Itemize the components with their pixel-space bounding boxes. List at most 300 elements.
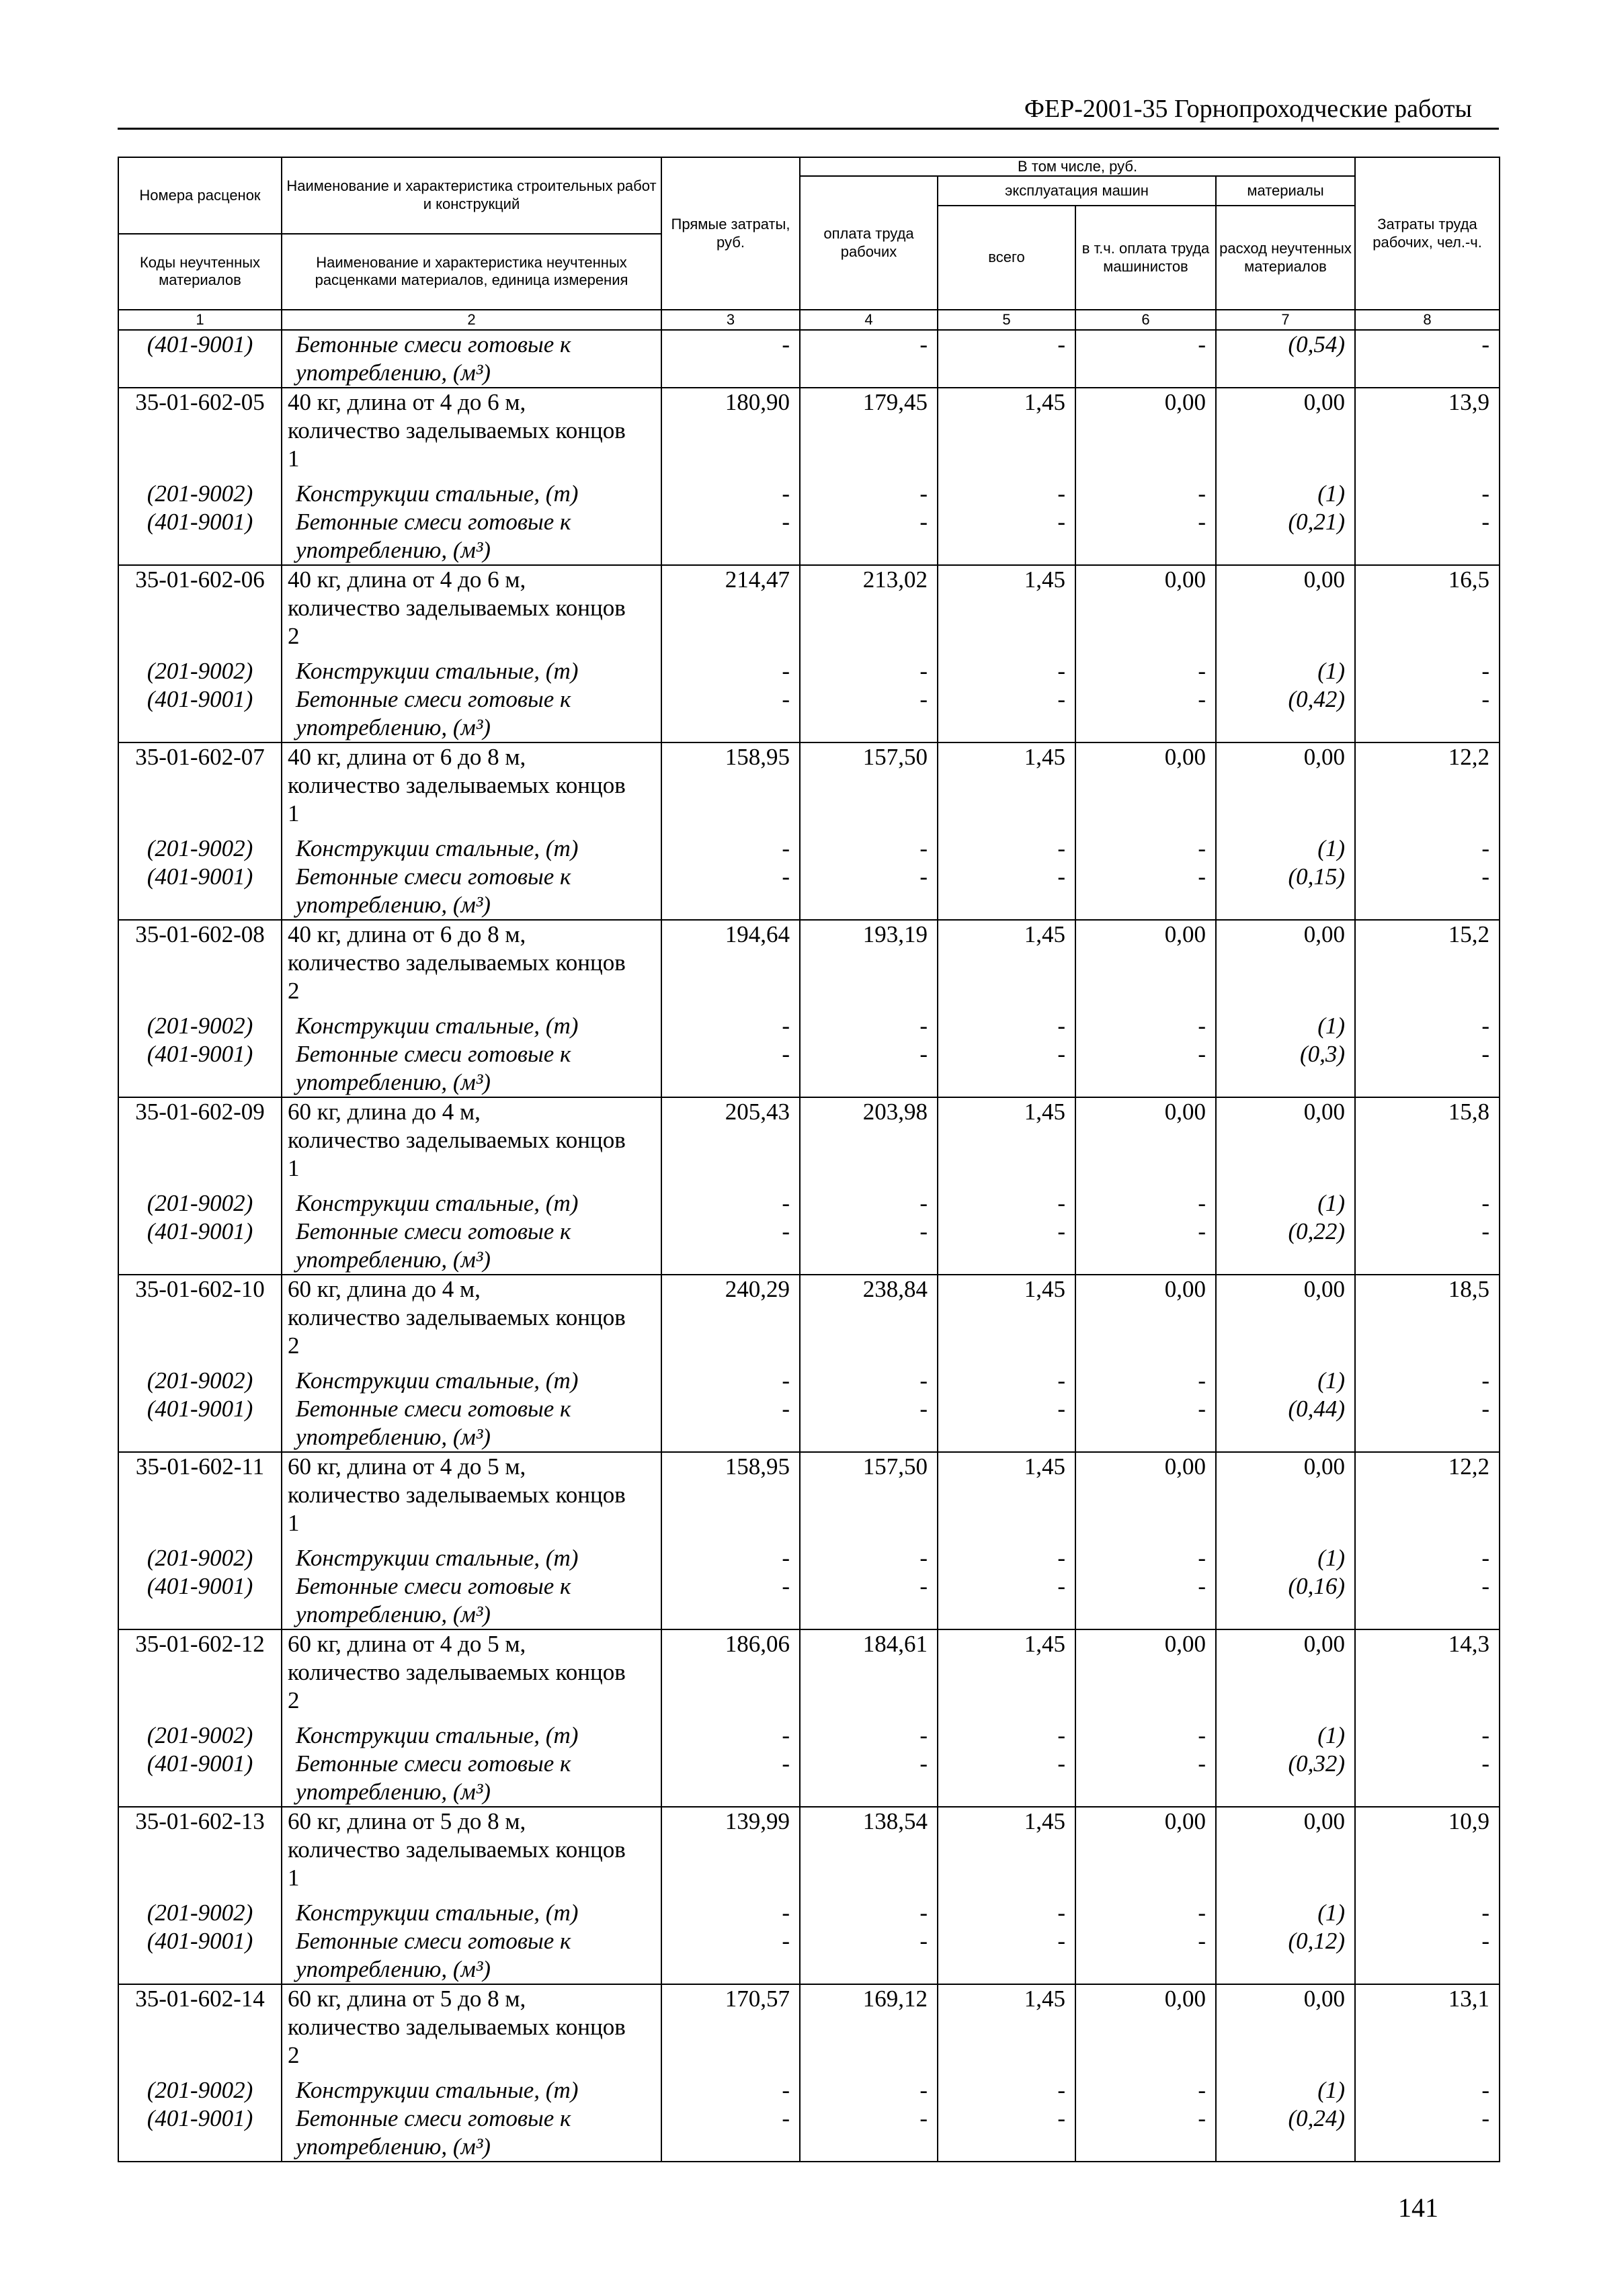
rate-row: [118, 920, 1500, 949]
material-code: (201-9002): [118, 1537, 282, 1572]
machinist-pay: -: [1075, 863, 1216, 891]
direct-cost: 180,90: [661, 388, 800, 417]
machinist-pay: -: [1075, 1715, 1216, 1750]
material-cost: 0,00: [1216, 1097, 1355, 1126]
machine-total: 1,45: [938, 1275, 1075, 1304]
machinist-pay: 0,00: [1075, 565, 1216, 594]
material-row-cont: [118, 1955, 1500, 1984]
labor-pay: -: [800, 1005, 938, 1040]
machine-total: -: [938, 1537, 1075, 1572]
machine-total: -: [938, 1218, 1075, 1246]
rate-code: 35-01-602-12: [118, 1629, 282, 1658]
material-row-steel: [118, 828, 1500, 863]
labor-pay: -: [800, 2104, 938, 2133]
header-rule: [118, 128, 1499, 130]
col-number: 4: [800, 310, 938, 330]
col-number: 6: [1075, 310, 1216, 330]
material-code: (401-9001): [118, 1750, 282, 1778]
table-header: [118, 157, 1500, 330]
machinist-pay: -: [1075, 1218, 1216, 1246]
machinist-pay: -: [1075, 473, 1216, 508]
rate-code: 35-01-602-05: [118, 388, 282, 417]
material-code: (201-9002): [118, 1005, 282, 1040]
rate-name: 40 кг, длина от 4 до 6 м,: [282, 388, 661, 417]
material-name: Конструкции стальные, (т): [282, 650, 661, 685]
material-qty: (0,42): [1216, 685, 1355, 714]
labor-hours: -: [1355, 1537, 1500, 1572]
rate-code: 35-01-602-09: [118, 1097, 282, 1126]
labor-hours: 16,5: [1355, 565, 1500, 594]
material-name: Бетонные смеси готовые к: [282, 1040, 661, 1068]
header-rate-numbers: Номера расценок: [139, 186, 261, 204]
machinist-pay: 0,00: [1075, 1097, 1216, 1126]
material-code: (201-9002): [118, 2070, 282, 2104]
labor-hours: -: [1355, 650, 1500, 685]
labor-hours: 18,5: [1355, 1275, 1500, 1304]
material-name-cont: употреблению, (м³): [282, 1778, 661, 1807]
machine-total: -: [938, 863, 1075, 891]
material-row-steel: [118, 1892, 1500, 1927]
material-name: Конструкции стальные, (т): [282, 1537, 661, 1572]
rate-group: [118, 1452, 1500, 1629]
material-cost: 0,00: [1216, 920, 1355, 949]
labor-pay: -: [800, 1572, 938, 1601]
rate-name: 40 кг, длина от 6 до 8 м,: [282, 920, 661, 949]
column-number-row: [118, 310, 1500, 330]
rate-name-cont: количество заделываемых концов: [282, 1304, 661, 1332]
rate-row: [118, 388, 1500, 417]
rate-row-cont: [118, 2041, 1500, 2070]
rate-group: [118, 1275, 1500, 1452]
material-name: Конструкции стальные, (т): [282, 1360, 661, 1395]
material-qty: (1): [1216, 1360, 1355, 1395]
labor-pay: -: [800, 1360, 938, 1395]
material-name: Бетонные смеси готовые к: [282, 508, 661, 536]
material-qty: (0,3): [1216, 1040, 1355, 1068]
labor-pay: -: [800, 863, 938, 891]
col-number: 7: [1216, 310, 1355, 330]
rate-name-cont: 2: [282, 977, 661, 1005]
labor-pay: -: [800, 1715, 938, 1750]
labor-pay: 157,50: [800, 1452, 938, 1481]
material-name-cont: употреблению, (м³): [282, 1601, 661, 1629]
machinist-pay: 0,00: [1075, 1629, 1216, 1658]
material-name: Бетонные смеси готовые к: [282, 863, 661, 891]
labor-pay: -: [800, 1927, 938, 1955]
page-header-title: ФЕР-2001-35 Горнопроходческие работы: [1024, 95, 1472, 123]
direct-cost: -: [661, 2104, 800, 2133]
rate-group: [118, 1629, 1500, 1807]
direct-cost: 158,95: [661, 1452, 800, 1481]
material-cost: 0,00: [1216, 388, 1355, 417]
labor-pay: 157,50: [800, 742, 938, 771]
material-name: Бетонные смеси готовые к: [282, 685, 661, 714]
labor-pay: -: [800, 2070, 938, 2104]
rate-name: 60 кг, длина от 5 до 8 м,: [282, 1984, 661, 2013]
material-qty: (0,32): [1216, 1750, 1355, 1778]
rate-code: 35-01-602-08: [118, 920, 282, 949]
material-row-concrete: [118, 1572, 1500, 1601]
material-row-concrete: [118, 863, 1500, 891]
machinist-pay: -: [1075, 1040, 1216, 1068]
material-name: Конструкции стальные, (т): [282, 1183, 661, 1218]
material-cost: 0,00: [1216, 742, 1355, 771]
material-qty: (1): [1216, 1715, 1355, 1750]
material-qty: (0,15): [1216, 863, 1355, 891]
labor-pay: -: [800, 1040, 938, 1068]
material-code: (401-9001): [118, 685, 282, 714]
machine-total: -: [938, 1892, 1075, 1927]
rate-name: 60 кг, длина до 4 м,: [282, 1097, 661, 1126]
labor-pay: -: [800, 1750, 938, 1778]
rate-name: 40 кг, длина от 4 до 6 м,: [282, 565, 661, 594]
labor-hours: -: [1355, 1360, 1500, 1395]
material-code: (201-9002): [118, 1360, 282, 1395]
header-unaccounted-codes: Коды неучтенных материалов: [119, 233, 281, 310]
direct-cost: -: [661, 1360, 800, 1395]
rate-code: 35-01-602-10: [118, 1275, 282, 1304]
direct-cost: -: [661, 650, 800, 685]
material-row-concrete: [118, 1395, 1500, 1423]
rate-row-cont: [118, 771, 1500, 800]
material-row-cont: [118, 1778, 1500, 1807]
machinist-pay: 0,00: [1075, 1452, 1216, 1481]
machine-total: -: [938, 508, 1075, 536]
labor-pay: -: [800, 508, 938, 536]
material-qty: (1): [1216, 828, 1355, 863]
labor-pay: 238,84: [800, 1275, 938, 1304]
rate-group: [118, 1097, 1500, 1275]
material-row-concrete: [118, 2104, 1500, 2133]
machine-total: 1,45: [938, 1984, 1075, 2013]
machinist-pay: -: [1075, 330, 1216, 359]
material-qty: (1): [1216, 473, 1355, 508]
machine-total: 1,45: [938, 920, 1075, 949]
header-including: В том числе, руб.: [800, 157, 1355, 176]
material-qty: (0,12): [1216, 1927, 1355, 1955]
col-number: 2: [282, 310, 661, 330]
material-code: (201-9002): [118, 1892, 282, 1927]
rate-name-cont: количество заделываемых концов: [282, 1126, 661, 1154]
rate-name-cont: количество заделываемых концов: [282, 949, 661, 977]
machinist-pay: 0,00: [1075, 1275, 1216, 1304]
machine-total: 1,45: [938, 388, 1075, 417]
machinist-pay: -: [1075, 1572, 1216, 1601]
header-total: всего: [938, 206, 1075, 310]
machinist-pay: -: [1075, 1360, 1216, 1395]
rate-row: [118, 1807, 1500, 1836]
header-machine-ops: эксплуатация машин: [938, 176, 1216, 206]
material-row-cont: [118, 2133, 1500, 2162]
material-qty: (0,54): [1216, 330, 1355, 359]
labor-hours: 13,1: [1355, 1984, 1500, 2013]
material-name-cont: употреблению, (м³): [282, 536, 661, 565]
direct-cost: -: [661, 1572, 800, 1601]
material-name: Бетонные смеси готовые к: [282, 330, 661, 359]
material-qty: (1): [1216, 2070, 1355, 2104]
labor-hours: -: [1355, 1005, 1500, 1040]
rate-row: [118, 1097, 1500, 1126]
machine-total: -: [938, 1360, 1075, 1395]
machinist-pay: -: [1075, 1183, 1216, 1218]
material-code: (401-9001): [118, 508, 282, 536]
material-row-steel: [118, 1537, 1500, 1572]
material-name-cont: употреблению, (м³): [282, 359, 661, 388]
machinist-pay: 0,00: [1075, 388, 1216, 417]
machine-total: -: [938, 1395, 1075, 1423]
material-row-steel: [118, 2070, 1500, 2104]
machine-total: -: [938, 1927, 1075, 1955]
machinist-pay: -: [1075, 1395, 1216, 1423]
labor-pay: 138,54: [800, 1807, 938, 1836]
rate-row-cont: [118, 622, 1500, 650]
direct-cost: -: [661, 1040, 800, 1068]
labor-hours: -: [1355, 2104, 1500, 2133]
material-name: Конструкции стальные, (т): [282, 2070, 661, 2104]
material-name-cont: употреблению, (м³): [282, 1246, 661, 1275]
direct-cost: -: [661, 508, 800, 536]
direct-cost: -: [661, 1892, 800, 1927]
material-code: (401-9001): [118, 330, 282, 359]
labor-hours: -: [1355, 1218, 1500, 1246]
rate-name-cont: количество заделываемых концов: [282, 771, 661, 800]
labor-pay: -: [800, 1537, 938, 1572]
material-qty: (1): [1216, 1183, 1355, 1218]
material-qty: (0,44): [1216, 1395, 1355, 1423]
material-row-cont: [118, 1423, 1500, 1452]
labor-pay: -: [800, 1395, 938, 1423]
material-name: Бетонные смеси готовые к: [282, 1218, 661, 1246]
rate-code: 35-01-602-13: [118, 1807, 282, 1836]
rate-name: 60 кг, длина от 5 до 8 м,: [282, 1807, 661, 1836]
material-name: Бетонные смеси готовые к: [282, 2104, 661, 2133]
material-cost: 0,00: [1216, 565, 1355, 594]
rate-group: [118, 742, 1500, 920]
machine-total: -: [938, 473, 1075, 508]
material-code: (201-9002): [118, 473, 282, 508]
col-number: 1: [118, 310, 282, 330]
header-labor-costs: Затраты труда рабочих, чел.-ч.: [1355, 157, 1500, 310]
machinist-pay: -: [1075, 1750, 1216, 1778]
direct-cost: -: [661, 1927, 800, 1955]
material-code: (401-9001): [118, 1395, 282, 1423]
rate-row-cont: [118, 417, 1500, 445]
labor-pay: -: [800, 685, 938, 714]
material-row-concrete: [118, 685, 1500, 714]
rate-row-cont: [118, 1864, 1500, 1892]
col-number: 5: [938, 310, 1075, 330]
rate-row-cont: [118, 1687, 1500, 1715]
material-row-steel: [118, 1183, 1500, 1218]
material-row-steel: [118, 1005, 1500, 1040]
material-code: (401-9001): [118, 1572, 282, 1601]
material-name-cont: употреблению, (м³): [282, 2133, 661, 2162]
direct-cost: -: [661, 2070, 800, 2104]
rate-row: [118, 565, 1500, 594]
header-work-name: Наименование и характеристика строительных работ и конструкций: [286, 177, 657, 212]
material-cost: 0,00: [1216, 1452, 1355, 1481]
direct-cost: 158,95: [661, 742, 800, 771]
rate-name-cont: 1: [282, 1509, 661, 1537]
direct-cost: 186,06: [661, 1629, 800, 1658]
header-labor-pay: оплата труда рабочих: [800, 176, 938, 310]
labor-hours: -: [1355, 1927, 1500, 1955]
labor-hours: -: [1355, 863, 1500, 891]
rate-code: 35-01-602-06: [118, 565, 282, 594]
rate-row-cont: [118, 977, 1500, 1005]
rate-name-cont: 1: [282, 800, 661, 828]
labor-pay: -: [800, 828, 938, 863]
machine-total: -: [938, 1750, 1075, 1778]
labor-hours: 10,9: [1355, 1807, 1500, 1836]
labor-hours: 14,3: [1355, 1629, 1500, 1658]
rate-row-cont: [118, 1154, 1500, 1183]
rate-name-cont: количество заделываемых концов: [282, 1481, 661, 1509]
header-unaccounted-consumption: расход неучтенных материалов: [1216, 206, 1355, 310]
rate-row-cont: [118, 800, 1500, 828]
direct-cost: 139,99: [661, 1807, 800, 1836]
labor-pay: 213,02: [800, 565, 938, 594]
direct-cost: 240,29: [661, 1275, 800, 1304]
labor-hours: 12,2: [1355, 1452, 1500, 1481]
machinist-pay: -: [1075, 2070, 1216, 2104]
direct-cost: 194,64: [661, 920, 800, 949]
labor-pay: -: [800, 473, 938, 508]
material-row-cont: [118, 359, 1500, 388]
rate-row-cont: [118, 1509, 1500, 1537]
material-code: (201-9002): [118, 1183, 282, 1218]
col-number: 3: [661, 310, 800, 330]
direct-cost: 214,47: [661, 565, 800, 594]
rate-name-cont: количество заделываемых концов: [282, 417, 661, 445]
direct-cost: -: [661, 828, 800, 863]
labor-hours: -: [1355, 685, 1500, 714]
machinist-pay: 0,00: [1075, 742, 1216, 771]
machine-total: -: [938, 1005, 1075, 1040]
machinist-pay: -: [1075, 1537, 1216, 1572]
labor-pay: 193,19: [800, 920, 938, 949]
col-number: 8: [1355, 310, 1500, 330]
direct-cost: -: [661, 863, 800, 891]
material-qty: (0,16): [1216, 1572, 1355, 1601]
material-qty: (1): [1216, 1005, 1355, 1040]
material-code: (401-9001): [118, 2104, 282, 2133]
machinist-pay: -: [1075, 828, 1216, 863]
machine-total: -: [938, 1040, 1075, 1068]
page-number: 141: [1398, 2193, 1438, 2223]
rate-row: [118, 1984, 1500, 2013]
rate-group: [118, 565, 1500, 742]
rate-row-cont: [118, 594, 1500, 622]
header-rate-codes: [118, 157, 282, 310]
labor-hours: -: [1355, 1572, 1500, 1601]
rate-code: 35-01-602-11: [118, 1452, 282, 1481]
material-name: Конструкции стальные, (т): [282, 1005, 661, 1040]
rate-row: [118, 1275, 1500, 1304]
rate-name-cont: количество заделываемых концов: [282, 1836, 661, 1864]
direct-cost: -: [661, 1183, 800, 1218]
rate-row-cont: [118, 1658, 1500, 1687]
rate-row-cont: [118, 1126, 1500, 1154]
labor-hours: -: [1355, 1183, 1500, 1218]
rate-row-cont: [118, 445, 1500, 473]
machine-total: 1,45: [938, 1452, 1075, 1481]
material-row-cont: [118, 714, 1500, 742]
machine-total: -: [938, 828, 1075, 863]
material-name: Конструкции стальные, (т): [282, 1892, 661, 1927]
labor-pay: 169,12: [800, 1984, 938, 2013]
machinist-pay: 0,00: [1075, 1807, 1216, 1836]
rate-name-cont: 2: [282, 2041, 661, 2070]
machine-total: -: [938, 1572, 1075, 1601]
machine-total: 1,45: [938, 742, 1075, 771]
material-name-cont: употреблению, (м³): [282, 1423, 661, 1452]
direct-cost: 170,57: [661, 1984, 800, 2013]
labor-pay: 179,45: [800, 388, 938, 417]
machine-total: -: [938, 2104, 1075, 2133]
material-code: (401-9001): [118, 863, 282, 891]
machine-total: 1,45: [938, 565, 1075, 594]
labor-pay: -: [800, 1218, 938, 1246]
machinist-pay: -: [1075, 685, 1216, 714]
labor-hours: 15,2: [1355, 920, 1500, 949]
material-row-concrete: [118, 1218, 1500, 1246]
labor-hours: -: [1355, 473, 1500, 508]
direct-cost: 205,43: [661, 1097, 800, 1126]
header-names: [282, 157, 661, 310]
direct-cost: -: [661, 1715, 800, 1750]
material-code: (401-9001): [118, 1927, 282, 1955]
material-cost: 0,00: [1216, 1629, 1355, 1658]
material-qty: (1): [1216, 1537, 1355, 1572]
material-name: Бетонные смеси готовые к: [282, 1572, 661, 1601]
material-name: Бетонные смеси готовые к: [282, 1750, 661, 1778]
machine-total: 1,45: [938, 1097, 1075, 1126]
material-name: Конструкции стальные, (т): [282, 828, 661, 863]
material-qty: (0,21): [1216, 508, 1355, 536]
material-name: Бетонные смеси готовые к: [282, 1395, 661, 1423]
labor-hours: -: [1355, 1892, 1500, 1927]
rate-row-cont: [118, 1481, 1500, 1509]
material-qty: (0,22): [1216, 1218, 1355, 1246]
direct-cost: -: [661, 1537, 800, 1572]
header-incl-machinists: в т.ч. оплата труда машинистов: [1075, 206, 1216, 310]
rate-group: [118, 1984, 1500, 2162]
machinist-pay: -: [1075, 1927, 1216, 1955]
machine-total: 1,45: [938, 1807, 1075, 1836]
rate-group: [118, 920, 1500, 1097]
machine-total: -: [938, 1183, 1075, 1218]
machine-total: -: [938, 2070, 1075, 2104]
material-qty: (1): [1216, 1892, 1355, 1927]
rate-name: 40 кг, длина от 6 до 8 м,: [282, 742, 661, 771]
machine-total: -: [938, 330, 1075, 359]
material-row-concrete: [118, 1040, 1500, 1068]
material-row-concrete: [118, 1750, 1500, 1778]
material-row-concrete: [118, 508, 1500, 536]
labor-hours: -: [1355, 1395, 1500, 1423]
rate-name-cont: количество заделываемых концов: [282, 594, 661, 622]
labor-hours: 12,2: [1355, 742, 1500, 771]
material-cost: 0,00: [1216, 1807, 1355, 1836]
material-row-steel: [118, 1360, 1500, 1395]
material-code: (401-9001): [118, 1218, 282, 1246]
direct-cost: -: [661, 1218, 800, 1246]
material-code: (401-9001): [118, 1040, 282, 1068]
material-row-steel: [118, 650, 1500, 685]
labor-hours: -: [1355, 828, 1500, 863]
rate-row: [118, 1629, 1500, 1658]
